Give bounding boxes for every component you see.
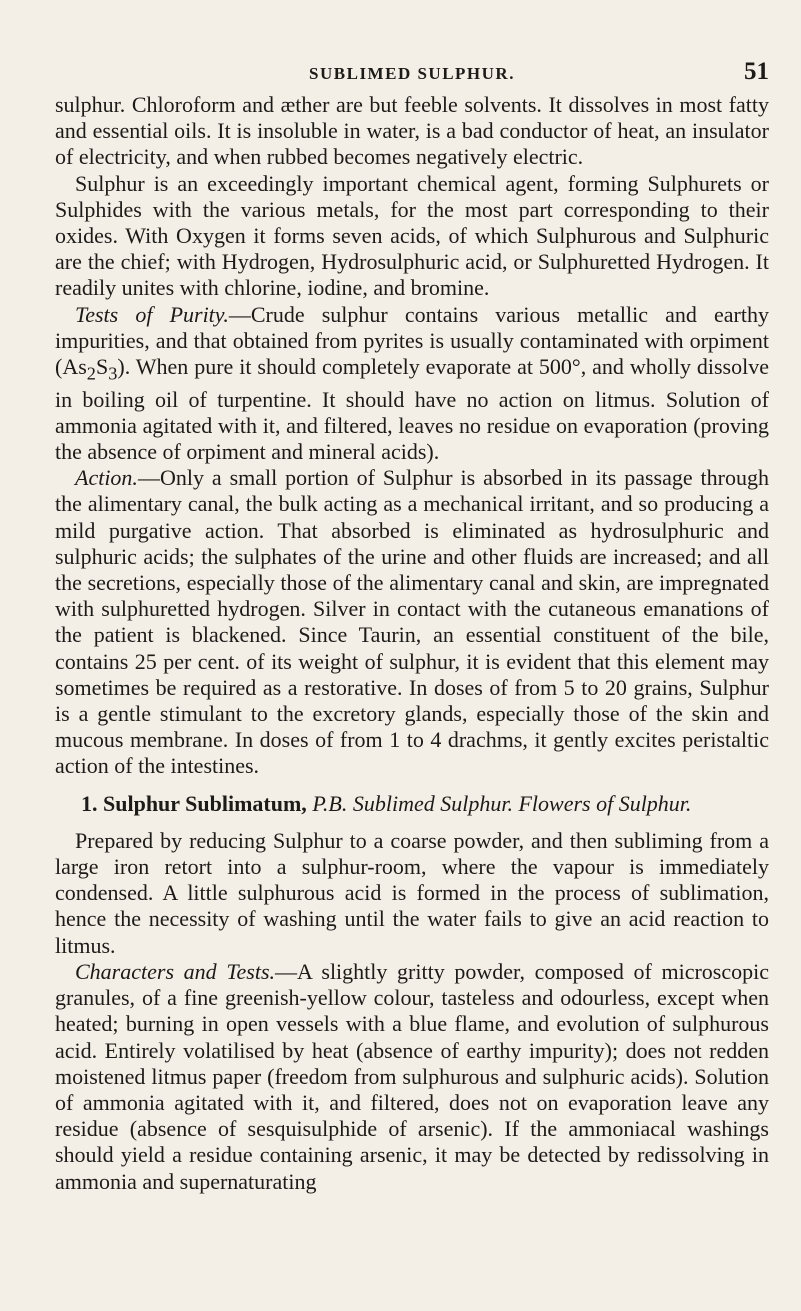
paragraph-characters-tests [55, 959, 769, 1195]
running-title: SUBLIMED SULPHUR. [309, 64, 515, 83]
body-text [55, 92, 769, 1195]
action-text: —Only a small portion of Sulphur is absorbed in its passage through the alimentary canal, the bulk acting as a mechanical irritant, and so producing a mild purgative action. That absorbed is eliminated as hydrosulphuric and sulphuric acids; the sulphates of the urine and other fluids are increased; and all the secretions, especially those of the alimentary canal and skin, are impregnated with sulphuretted hydrogen. Silver in contact with the cutaneous emanations of the patient is blackened. Since Taurin, an essential constituent of the bile, contains 25 per cent. of its weight of sulphur, it is evident that this element may sometimes be required as a restorative. In doses of from 5 to 20 grains, Sulphur is a gentle stimulant to the excretory glands, especially those of the skin and mucous membrane. In doses of from 1 to 4 drachms, it gently excites peristaltic action of the intestines. [55, 465, 769, 779]
formula-subscript-2: 2 [86, 363, 96, 384]
page-number: 51 [744, 58, 769, 85]
paragraph-continuation: sulphur. Chloroform and æther are but feeble solvents. It dissolves in most fatty and essential oils. It is insoluble in water, is a bad conductor of heat, an insulator of electricity, and when rubbed becomes negatively electric. [55, 92, 769, 170]
running-head [55, 58, 769, 92]
section-spacer-2 [55, 817, 769, 828]
action-label: Action. [75, 465, 138, 491]
paragraph-chemical-agent: Sulphur is an exceedingly important chemical agent, forming Sulphurets or Sulphides with the various metals, for the most part corresponding to their oxides. With Oxygen it forms seven acids, of which Sulphurous and Sulphuric are the chief; with Hydrogen, Hydrosulphuric acid, or Sulphuretted Hydrogen. It readily unites with chlorine, iodine, and bromine. [55, 170, 769, 301]
formula-s: S [95, 354, 109, 380]
tests-of-purity-text-a: —Crude sulphur contains various metallic and earthy impurities, and that obtained from pyrites is usually contaminated with orpiment (As [55, 301, 769, 380]
paragraph-tests-of-purity [55, 302, 769, 466]
tests-of-purity-label: Tests of Purity. [75, 301, 229, 327]
item-title-italic: P.B. Sublimed Sulphur. Flowers of Sulphur. [312, 790, 692, 816]
item-heading [55, 791, 769, 817]
paragraph-preparation: Prepared by reducing Sulphur to a coarse powder, and then subliming from a large iron retort into a sulphur-room, where the vapour is immediately condensed. A little sulphurous acid is formed in the process of sublimation, hence the necessity of washing until the water fails to give an acid reaction to litmus. [55, 827, 769, 958]
formula-subscript-3: 3 [108, 363, 118, 384]
characters-tests-label: Characters and Tests. [75, 958, 276, 984]
tests-of-purity-text-b: ). When pure it should completely evaporate at 500°, and wholly dissolve in boiling oil of turpentine. It should have no action on litmus. Solution of ammonia agitated with it, and filtered, leaves no residue on evaporation (proving the absence of orpiment and mineral acids). [55, 354, 769, 465]
characters-tests-text: —A slightly gritty powder, composed of microscopic granules, of a fine greenish-yellow colour, tasteless and odourless, except when heated; burning in open vessels with a blue flame, and evolution of sulphurous acid. Entirely volatilised by heat (absence of earthy impurity); does not redden moistened litmus paper (freedom from sulphurous and sulphuric acids). Solution of ammonia agitated with it, and filtered, does not on evaporation leave any residue (absence of sesquisulphide of arsenic). If the ammoniacal washings should yield a residue containing arsenic, it may be detected by redissolving in ammonia and supernaturating [55, 958, 770, 1194]
section-spacer [55, 780, 769, 791]
item-title-bold: Sulphur Sublimatum, [103, 790, 307, 816]
item-number: 1. [81, 790, 98, 816]
paragraph-action [55, 465, 769, 779]
